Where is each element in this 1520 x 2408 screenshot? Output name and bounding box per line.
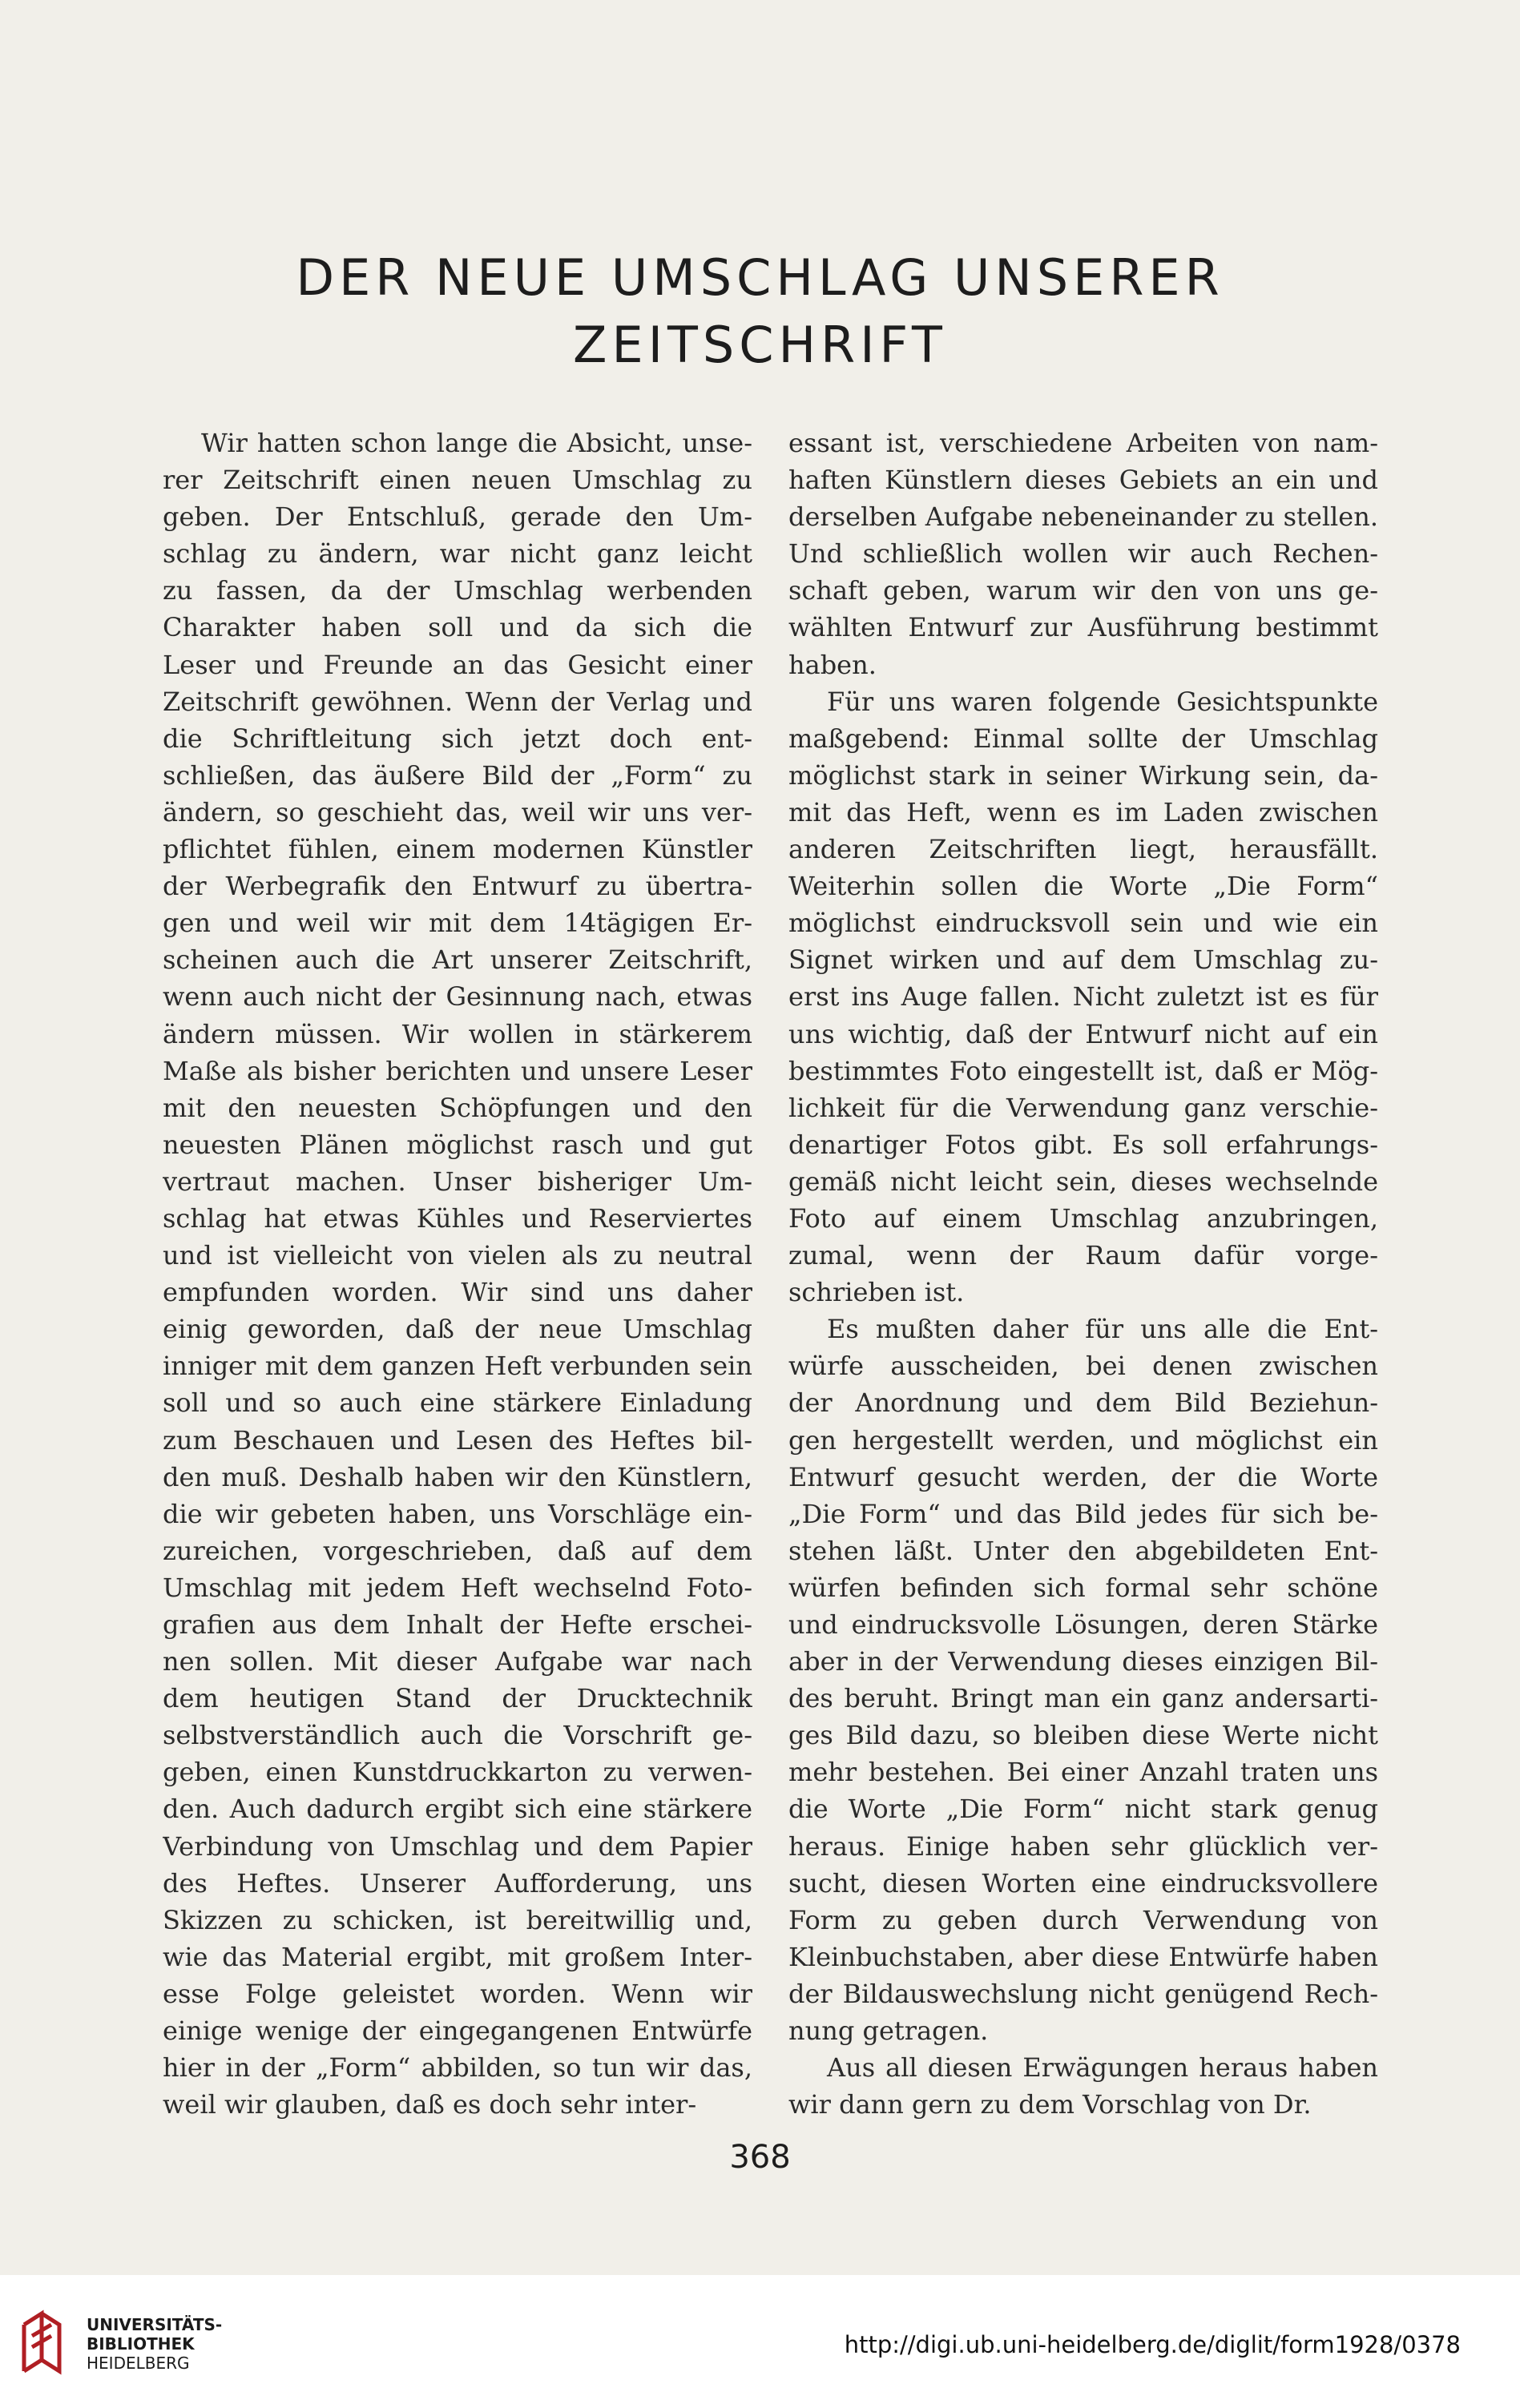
text-line: Leser und Freunde an das Gesicht einer: [163, 649, 752, 680]
title-line-1: DER NEUE UMSCHLAG UNSERER: [296, 248, 1224, 307]
text-line: aber in der Verwendung dieses einzigen Bil-: [788, 1646, 1378, 1677]
text-line: nung getragen.: [788, 2015, 989, 2047]
text-line: würfen befinden sich formal sehr schöne: [788, 1572, 1378, 1603]
text-line: Foto auf einem Umschlag anzubringen,: [788, 1202, 1378, 1234]
text-line: möglichst eindrucksvoll sein und wie ein: [788, 908, 1378, 939]
text-line: denartiger Fotos gibt. Es soll erfahrungs-: [788, 1129, 1378, 1160]
text-line: mehr bestehen. Bei einer Anzahl traten uns: [788, 1757, 1378, 1788]
text-line: derselben Aufgabe nebeneinander zu stellen.: [788, 501, 1378, 533]
text-line: ändern müssen. Wir wollen in stärkerem: [163, 1018, 752, 1049]
text-line: essant ist, verschiedene Arbeiten von nam-: [788, 428, 1378, 458]
text-line: einig geworden, daß der neue Umschlag: [163, 1314, 752, 1345]
text-line: mit das Heft, wenn es im Laden zwischen: [788, 796, 1378, 827]
text-line: rer Zeitschrift einen neuen Umschlag zu: [163, 465, 752, 496]
library-line-1: UNIVERSITÄTS-: [87, 2315, 223, 2334]
text-line: Skizzen zu schicken, ist bereitwillig und,: [163, 1904, 752, 1935]
text-line: und ist vielleicht von vielen als zu neutral: [163, 1240, 752, 1271]
text-line: zum Beschauen und Lesen des Heftes bil-: [163, 1424, 752, 1456]
text-line: wenn auch nicht der Gesinnung nach, etwas: [163, 981, 752, 1013]
text-line: Maße als bisher berichten und unsere Leser: [163, 1055, 752, 1086]
right-text-column: [788, 425, 1378, 2123]
text-line: Aus all diesen Erwägungen heraus haben: [827, 2052, 1378, 2084]
text-line: selbstverständlich auch die Vorschrift ge-: [163, 1720, 752, 1751]
text-line: Charakter haben soll und da sich die: [163, 612, 752, 643]
text-line: wir dann gern zu dem Vorschlag von Dr.: [788, 2089, 1312, 2120]
text-line: die Schriftleitung sich jetzt doch ent-: [163, 723, 752, 754]
left-text-column: [163, 425, 752, 2123]
text-line: soll und so auch eine stärkere Einladung: [163, 1387, 752, 1419]
source-url-link[interactable]: http://digi.ub.uni-heidelberg.de/diglit/form1928/0378: [844, 2331, 1461, 2358]
text-line: esse Folge geleistet worden. Wenn wir: [163, 1978, 752, 2009]
text-line: zureichen, vorgeschrieben, daß auf dem: [163, 1535, 752, 1566]
text-line: Kleinbuchstaben, aber diese Entwürfe haben: [788, 1941, 1378, 1972]
text-line: ges Bild dazu, so bleiben diese Werte nicht: [788, 1720, 1378, 1751]
text-line: des beruht. Bringt man ein ganz andersarti-: [788, 1683, 1378, 1714]
text-line: weil wir glauben, daß es doch sehr inter-: [163, 2089, 697, 2120]
text-line: gen hergestellt werden, und möglichst ein: [788, 1424, 1378, 1456]
text-line: pflichtet fühlen, einem modernen Künstler: [163, 834, 752, 865]
text-line: geben. Der Entschluß, gerade den Um-: [163, 501, 752, 533]
text-line: schaft geben, warum wir den von uns ge-: [788, 575, 1378, 606]
text-line: die Worte „Die Form“ nicht stark genug: [788, 1794, 1378, 1825]
page-number: 368: [729, 2139, 791, 2176]
text-line: zumal, wenn der Raum dafür vorge-: [788, 1240, 1378, 1271]
text-line: erst ins Auge fallen. Nicht zuletzt ist es für: [788, 981, 1378, 1013]
article-title: [0, 244, 1520, 379]
text-line: Weiterhin sollen die Worte „Die Form“: [788, 871, 1378, 902]
text-line: sucht, diesen Worten eine eindrucksvollere: [788, 1867, 1378, 1899]
text-line: den. Auch dadurch ergibt sich eine stärkere: [163, 1794, 752, 1825]
text-line: lichkeit für die Verwendung ganz verschie-: [788, 1092, 1378, 1123]
text-line: dem heutigen Stand der Drucktechnik: [163, 1683, 752, 1714]
text-line: empfunden worden. Wir sind uns daher: [163, 1277, 752, 1308]
text-line: einige wenige der eingegangenen Entwürfe: [163, 2015, 752, 2047]
text-line: Und schließlich wollen wir auch Rechen-: [788, 538, 1378, 570]
library-name: [87, 2315, 222, 2373]
text-line: schlag hat etwas Kühles und Reserviertes: [163, 1202, 752, 1234]
text-line: die wir gebeten haben, uns Vorschläge ein-: [163, 1498, 752, 1529]
text-line: der Bildauswechslung nicht genügend Rech-: [788, 1978, 1378, 2009]
text-line: schrieben ist.: [788, 1277, 965, 1308]
text-line: haben.: [788, 649, 877, 680]
text-line: Umschlag mit jedem Heft wechselnd Foto-: [163, 1572, 752, 1603]
text-line: grafien aus dem Inhalt der Hefte erschei-: [163, 1609, 752, 1640]
text-line: würfe ausscheiden, bei denen zwischen: [788, 1351, 1378, 1382]
text-line: inniger mit dem ganzen Heft verbunden sein: [163, 1351, 752, 1382]
text-line: haften Künstlern dieses Gebiets an ein und: [788, 465, 1378, 496]
text-line: wählten Entwurf zur Ausführung bestimmt: [788, 612, 1378, 643]
text-line: hier in der „Form“ abbilden, so tun wir das,: [163, 2052, 752, 2084]
text-line: Wir hatten schon lange die Absicht, unse-: [201, 428, 752, 458]
text-line: mit den neuesten Schöpfungen und den: [163, 1092, 752, 1123]
text-line: ändern, so geschieht das, weil wir uns ver-: [163, 796, 752, 827]
text-line: scheinen auch die Art unserer Zeitschrift,: [163, 944, 752, 976]
text-line: Es mußten daher für uns alle die Ent-: [827, 1314, 1378, 1345]
text-line: den muß. Deshalb haben wir den Künstlern,: [163, 1461, 752, 1492]
text-line: schließen, das äußere Bild der „Form“ zu: [163, 759, 752, 791]
text-line: vertraut machen. Unser bisheriger Um-: [163, 1166, 752, 1197]
text-line: gemäß nicht leicht sein, dieses wechselnde: [788, 1166, 1378, 1197]
text-line: schlag zu ändern, war nicht ganz leicht: [163, 538, 752, 570]
text-line: maßgebend: Einmal sollte der Umschlag: [788, 723, 1378, 754]
text-line: anderen Zeitschriften liegt, herausfällt.: [788, 834, 1378, 865]
text-line: möglichst stark in seiner Wirkung sein, da-: [788, 759, 1378, 791]
text-line: neuesten Plänen möglichst rasch und gut: [163, 1129, 752, 1160]
text-line: gen und weil wir mit dem 14tägigen Er-: [163, 908, 752, 939]
text-line: zu fassen, da der Umschlag werbenden: [163, 575, 752, 606]
text-line: heraus. Einige haben sehr glücklich ver-: [788, 1830, 1378, 1862]
text-line: Zeitschrift gewöhnen. Wenn der Verlag und: [163, 686, 752, 717]
text-line: bestimmtes Foto eingestellt ist, daß er Mög-: [788, 1055, 1378, 1086]
library-line-3: HEIDELBERG: [87, 2354, 190, 2373]
text-line: der Werbegrafik den Entwurf zu übertra-: [163, 871, 752, 902]
text-line: uns wichtig, daß der Entwurf nicht auf ein: [788, 1018, 1378, 1049]
text-line: stehen läßt. Unter den abgebildeten Ent-: [788, 1535, 1378, 1566]
text-line: geben, einen Kunstdruckkarton zu verwen-: [163, 1757, 752, 1788]
text-line: des Heftes. Unserer Aufforderung, uns: [163, 1867, 752, 1899]
text-line: nen sollen. Mit dieser Aufgabe war nach: [163, 1646, 752, 1677]
library-logo-icon: [18, 2309, 74, 2376]
text-line: Form zu geben durch Verwendung von: [788, 1904, 1378, 1935]
title-line-2: ZEITSCHRIFT: [573, 316, 947, 374]
footer-bar: [0, 2275, 1520, 2408]
text-line: Für uns waren folgende Gesichtspunkte: [827, 686, 1378, 717]
text-line: „Die Form“ und das Bild jedes für sich be-: [788, 1498, 1378, 1529]
text-line: Signet wirken und auf dem Umschlag zu-: [788, 944, 1378, 976]
text-line: und eindrucksvolle Lösungen, deren Stärke: [788, 1609, 1378, 1640]
text-line: der Anordnung und dem Bild Beziehun-: [788, 1387, 1378, 1419]
text-line: Entwurf gesucht werden, der die Worte: [788, 1461, 1378, 1492]
library-line-2: BIBLIOTHEK: [87, 2334, 195, 2354]
text-line: Verbindung von Umschlag und dem Papier: [163, 1830, 752, 1862]
text-line: wie das Material ergibt, mit großem Inter-: [163, 1941, 752, 1972]
